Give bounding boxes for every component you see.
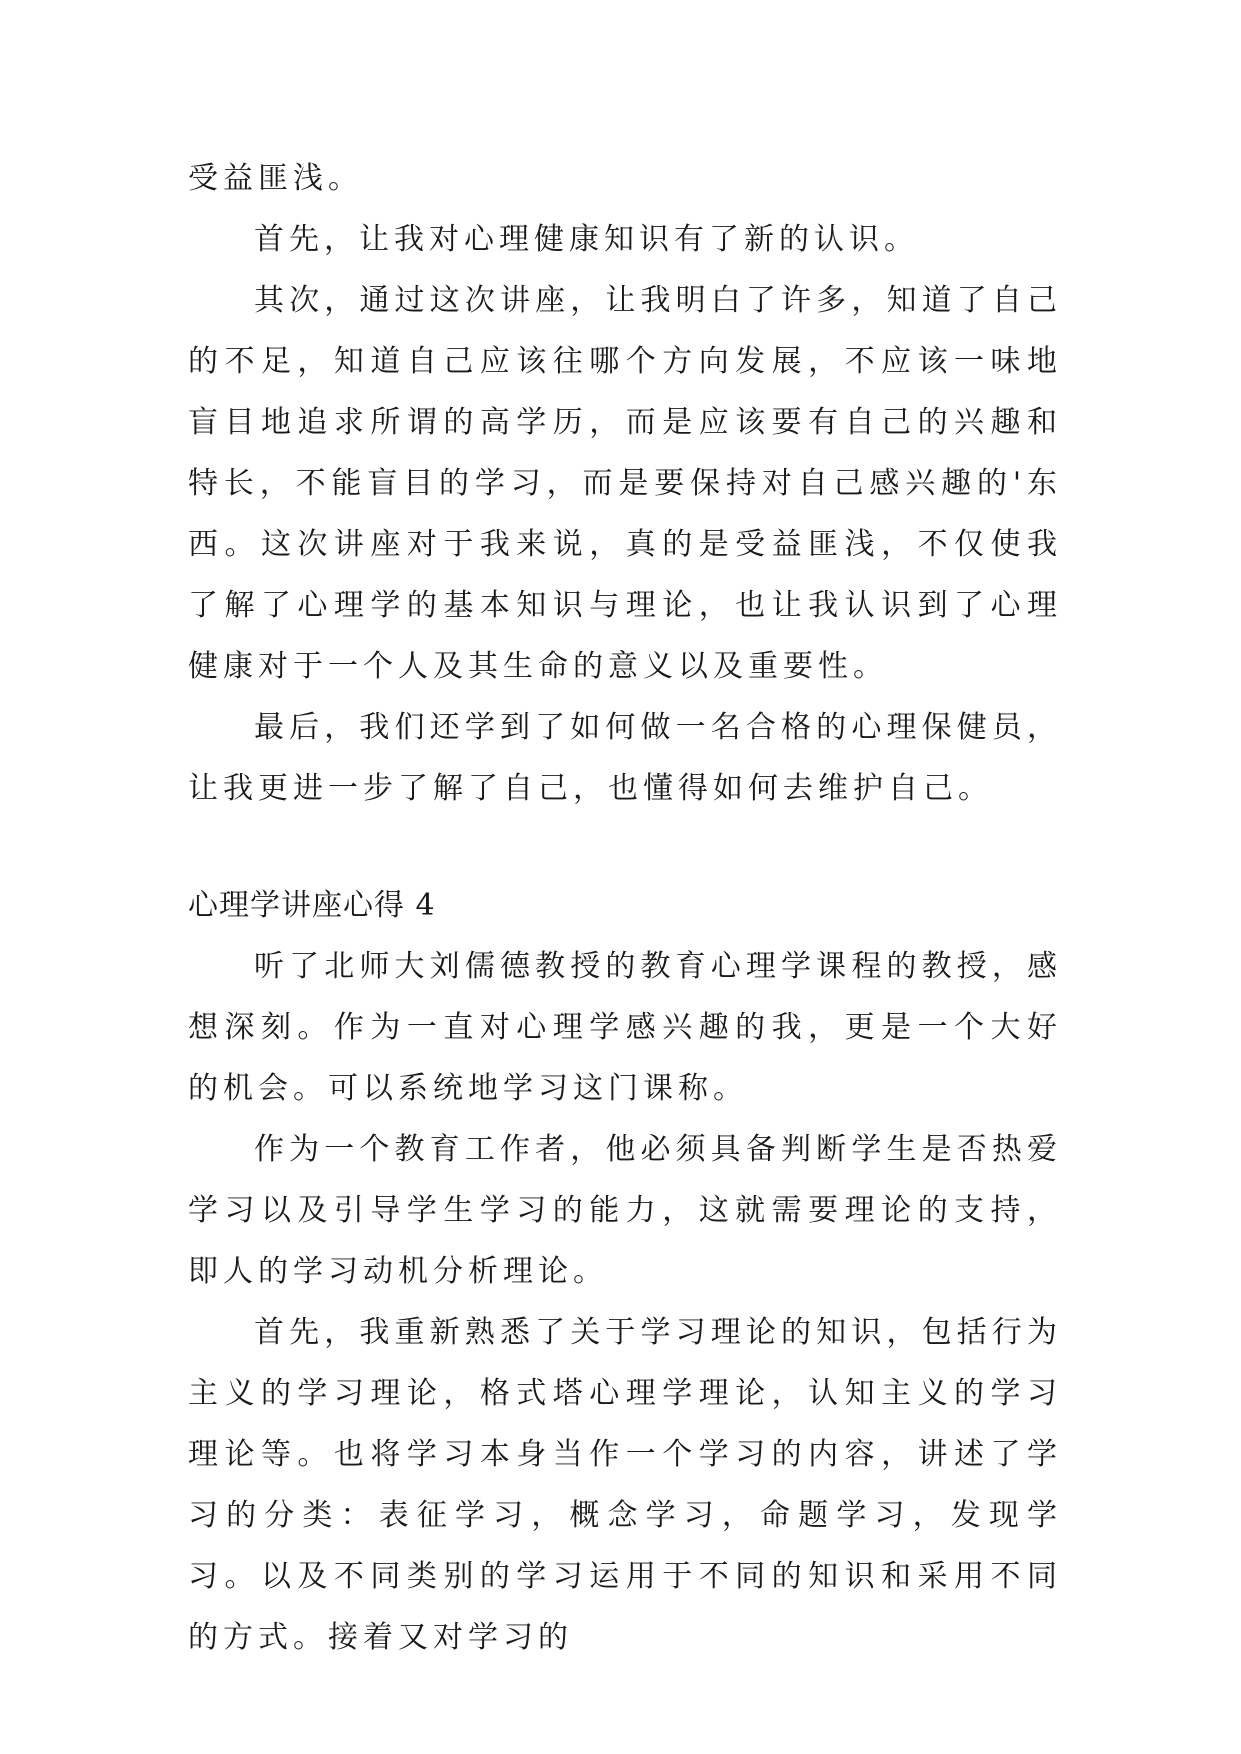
document-body (188, 148, 1062, 1668)
paragraph-first: 首先，让我对心理健康知识有了新的认识。 (254, 222, 919, 257)
paragraph-educator: 作为一个教育工作者，他必须具备判断学生是否热爱学习以及引导学生学习的能力，这就需要理论的支持，即人的学习动机分析理论。 (188, 1132, 1062, 1289)
section-title: 心理学讲座心得 4 (188, 888, 436, 923)
paragraph-second: 其次，通过这次讲座，让我明白了许多，知道了自己的不足，知道自己应该往哪个方向发展，不应该一味地盲目地追求所谓的高学历，而是应该要有自己的兴趣和特长，不能盲目的学习，而是要保持对自己感兴趣的'东西。这次讲座对于我来说，真的是受益匪浅，不仅使我了解了心理学的基本知识与理论，也让我认识到了心理健康对于一个人及其生命的意义以及重要性。 (188, 283, 1062, 684)
paragraph-continuation: 受益匪浅。 (188, 161, 363, 196)
paragraph-learning-theory: 首先，我重新熟悉了关于学习理论的知识，包括行为主义的学习理论，格式塔心理学理论，认知主义的学习理论等。也将学习本身当作一个学习的内容，讲述了学习的分类：表征学习，概念学习，命题学习，发现学习。以及不同类别的学习运用于不同的知识和采用不同的方式。接着又对学习的 (188, 1315, 1062, 1655)
paragraph-intro: 听了北师大刘儒德教授的教育心理学课程的教授，感想深刻。作为一直对心理学感兴趣的我，更是一个大好的机会。可以系统地学习这门课称。 (188, 949, 1062, 1106)
paragraph-finally: 最后，我们还学到了如何做一名合格的心理保健员，让我更进一步了解了自己，也懂得如何去维护自己。 (188, 710, 1062, 806)
